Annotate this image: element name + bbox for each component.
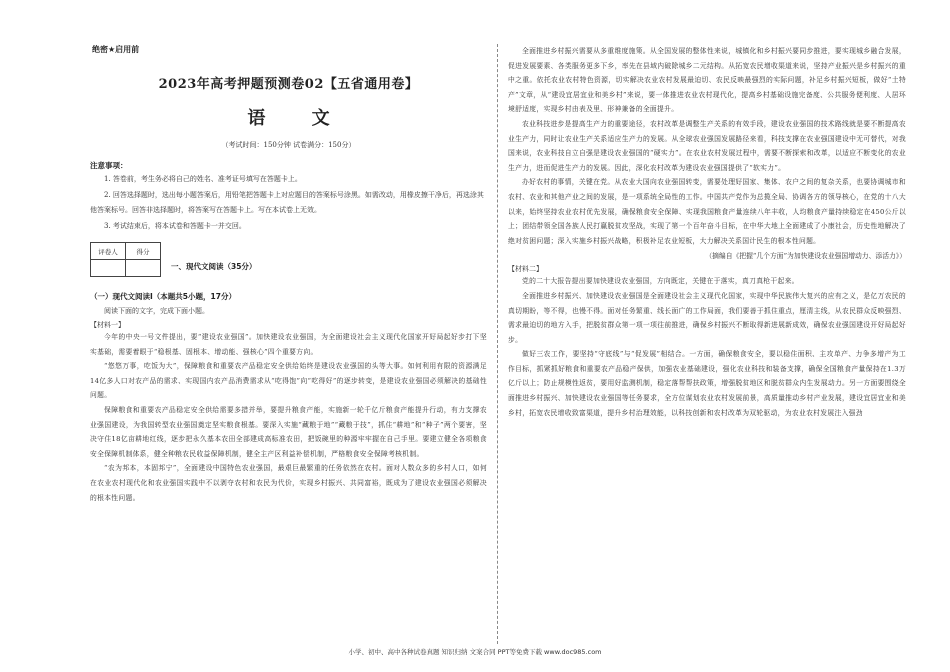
sub-section-title: （一）现代文阅读Ⅰ（本题共5小题，17分） [90,292,236,301]
score-row [90,242,487,277]
reading-instruction: 阅读下面的文字，完成下面小题。 [104,307,209,315]
secret-label: 绝密★启用前 [92,45,140,54]
material2-paragraph: 全面推进乡村振兴、加快建设农业强国是全面建设社会主义现代化国家，实现中华民族伟大复兴的应有之义，是亿万农民的真切期盼，等不得，也慢不得。面对任务繁重、线长面广的工作局面，我们要善于抓住重点，厘清主线，从农民群众反映强烈、需求最迫切的地方入手，把脱贫群众第一项一项往前推进，确保乡村振兴不断取得新进展新成效，确保农业强国建设开好局起好步。 [508,291,906,344]
material2-label: 【材料二】 [508,265,543,274]
score-header: 得分 [126,243,161,260]
material1-label: 【材料一】 [90,321,125,329]
material1-paragraph: “农为邦本，本固邦宁”，全面建设中国特色农业强国，最艰巨最繁重的任务依然在农村。面对人数众多的乡村人口，如何在农业农村现代化和农业强国实践中不以剥夺农村和农民为代价，实现乡村振兴、共同富裕，既成为了建设农业强国必须解决的根本性问题。 [90,464,487,502]
grader-cell [91,260,126,277]
material1-paragraph: 农业科技进步是提高生产力的重要途径，农村改革是调整生产关系的有效手段，建设农业强国的技术路线就是要不断提高农业生产力，同时让农业生产关系适应生产力的发展。从全球农业强国发展路径来看，科技支撑在农业强国建设中无可替代，对我国来说，农业科技自立自强是建设农业强国的“硬实力”。在农业农村发展过程中，需要不断探索和改革，以适应不断变化的农业生产力，进而促进生产力的发展。因此，深化农村改革为建设农业强国提供了“软实力”。 [508,119,906,172]
section-title: 一、现代文阅读（35分） [171,262,257,271]
column-divider [497,44,498,644]
right-column [508,44,906,420]
exam-title: 2023年高考押题预测卷02【五省通用卷】 [158,77,419,92]
note-item-3: 3. 考试结束后，将本试卷和答题卡一并交回。 [104,222,246,230]
material2-paragraph: 党的二十大报告提出要加快建设农业强国，方向既定，关键在于落实，真刀真枪干起来。 [522,277,799,286]
grader-header: 评卷人 [91,243,126,260]
exam-meta: （考试时间：150分钟 试卷满分：150分） [221,141,356,149]
material1-paragraph: 全面推进乡村振兴需要从多重维度施策。从全国发展的整体性来说，城镇化和乡村振兴要同步推进，要实现城乡融合发展，促进发展要素、各类服务更多下乡，率先在县域内破除城乡二元结构。从拓宽农民增收渠道来说，坚持产业振兴是乡村振兴的重中之重。依托农业农村特色资源，切实解决农业农村发展最迫切、农民反映最强烈的实际问题，补足乡村振兴短板，做好“土特产”文章，从“建设宜居宜业和美乡村”来说，要一体推进农业农村现代化，提高乡村基础设施完备度、公共服务便利度、人居环境舒适度，实现乡村由表及里、形神兼备的全面提升。 [508,47,906,114]
subject-title: 语 文 [247,108,350,129]
material1-paragraph: “悠悠万事，吃饭为大”，保障粮食和重要农产品稳定安全供给始终是建设农业强国的头等大事。如何利用有限的资源满足14亿多人口对农产品的需求、实现国内农产品消费需求从“吃得饱”向“吃得好”的逐步转变，是建设农业强国必须解决的基础性问题。 [90,362,487,400]
material1-paragraph: 今年的中央一号文件提出，要“建设农业强国”。加快建设农业强国，为全面建设社会主义现代化国家开好局起好步打下坚实基础，需要着眼于“稳根基、固根本、增动能、强核心”四个重要方向。 [90,333,487,356]
score-cell [126,260,161,277]
notes-heading: 注意事项： [90,161,128,170]
material1-paragraph: 办好农村的事情，关键在党。从农业大国向农业强国转变，需要处理好国家、集体、农户之间的复杂关系，也要协调城市和农村、农业和其他产业之间的发展，是一项系统全局性的工作。中国共产党作为总揽全局、协调各方的领导核心，在党的十八大以来，始终坚持农业农村优先发展，确保粮食安全保障、实现我国粮食产量连续八年丰收，人均粮食产量持续稳定在450公斤以上；团结带领全国各族人民打赢脱贫攻坚战，实现了第一个百年奋斗目标，在中华大地上全面建成了小康社会，历史性地解决了绝对贫困问题；深入实施乡村振兴战略，积极补足农业短板，大力解决关系国计民生的根本性问题。 [508,178,906,245]
left-column [90,44,487,505]
score-table [90,242,161,277]
material2-paragraph: 做好三农工作，要坚持“守底线”与“促发展”相结合。一方面，确保粮食安全，要以稳住面积、主攻单产、力争多增产为工作目标，抓紧抓好粮食和重要农产品稳产保供，加强农业基础建设，强化农业科技和装备支撑，确保全国粮食产量保持在1.3万亿斤以上；防止规模性返贫，要用好监测机制，稳定落帮帮扶政策，增强脱贫地区和脱贫群众内生发展动力。另一方面要围绕全面推进乡村振兴、加快建设农业强国等任务要求，全方位谋划农业农村发展前景，高质量推动乡村产业发展，建设宜居宜业和美乡村，拓宽农民增收致富渠道，提升乡村治理效能，以科技创新和农村改革为双轮驱动，为农业农村发展注入强劲 [508,350,906,417]
note-item-1: 1. 答卷前，考生务必将自己的姓名、准考证号填写在答题卡上。 [104,175,302,183]
footer-watermark: 小学、初中、高中各种试卷真题 知识归纳 文案合同 PPT等免费下载 www.doc985.com [348,648,602,656]
material1-source: （摘编自《把握“几个方面”为加快建设农业强国增动力、添活力》） [705,252,906,261]
note-item-2: 2. 回答选择题时，选出每小题答案后，用铅笔把答题卡上对应题目的答案标号涂黑。如需改动，用橡皮擦干净后，再选涂其他答案标号。回答非选择题时，将答案写在答题卡上。写在本试卷上无效。 [90,191,484,214]
material1-paragraph: 保障粮食和重要农产品稳定安全供给需要多措并举，要提升粮食产能，实施新一轮千亿斤粮食产能提升行动，有力支撑农业强国建设，为我国转型农业强国奠定坚实粮食根基。要深入实施“藏粮于地”“藏粮于技”，抓住“耕地”和“种子”两个要害，坚决守住18亿亩耕地红线，逐步把永久基本农田全部建成高标准农田，把饭碗里的种源牢牢握在自己手里。要建立健全各项粮食安全保障机制体系，健全种粮农民收益保障机制，健全主产区利益补偿机制，严格粮食安全保障考核机制。 [90,405,487,458]
